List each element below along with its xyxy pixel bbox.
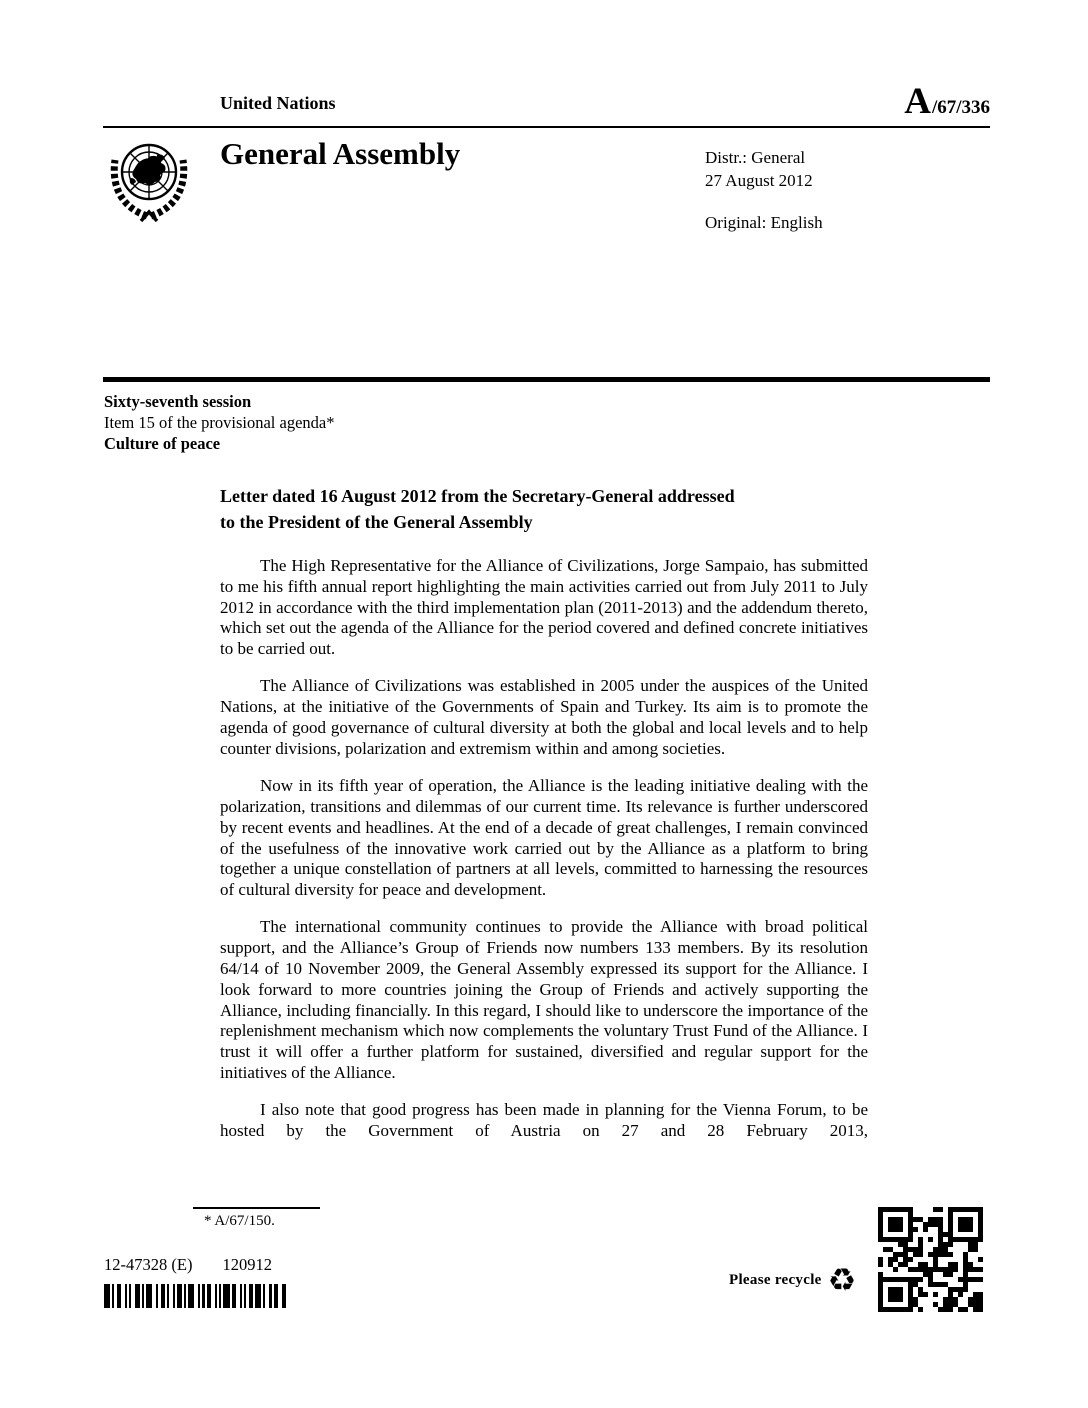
job-number-right: 120912 [222, 1255, 272, 1274]
recycle-icon: ♻ [827, 1261, 857, 1299]
job-number [104, 1255, 272, 1275]
letter-title-line1: Letter dated 16 August 2012 from the Secretary-General addressed [220, 486, 735, 506]
original-language-line: Original: English [705, 213, 823, 232]
doc-symbol-number: /67/336 [931, 97, 990, 118]
barcode-icon [104, 1284, 288, 1308]
separator-rule-thick [103, 377, 990, 382]
doc-symbol-letter: A [904, 81, 932, 122]
letter-title [220, 483, 868, 535]
assembly-title: General Assembly [220, 136, 461, 171]
paragraph: The Alliance of Civilizations was established in 2005 under the auspices of the United Nations, at the initiative of the Governments of Spain and Turkey. Its aim is to promote the agenda of good governance of cultural diversity at both the global and local levels and to help counter divisions, polarization and extremism within and among societies. [220, 676, 868, 758]
letter-title-line2: to the President of the General Assembly [220, 512, 533, 532]
letter-body [220, 483, 868, 1158]
agenda-topic-line: Culture of peace [104, 434, 221, 453]
distribution-block [705, 146, 823, 234]
qr-code-icon [878, 1207, 983, 1312]
un-emblem-icon [104, 131, 194, 230]
paragraph: The international community continues to provide the Alliance with broad political support, and the Alliance’s Group of Friends now numbers 133 members. By its resolution 64/14 of 10 November 2009, the General Assembly expressed its support for the Alliance. I look forward to more countries joining the Group of Friends and actively supporting the Alliance, including financially. In this regard, I should like to underscore the importance of the replenishment mechanism which now complements the voluntary Trust Fund of the Alliance. I trust it will offer a further platform for sustained, diversified and regular support for the initiatives of the Alliance. [220, 917, 868, 1083]
org-name: United Nations [220, 93, 336, 113]
footnote: * A/67/150. [204, 1213, 275, 1229]
agenda-item-line: Item 15 of the provisional agenda* [104, 413, 335, 432]
distr-line: Distr.: General [705, 148, 806, 167]
header-rule-thin [103, 126, 990, 128]
doc-symbol [904, 80, 990, 123]
date-line: 27 August 2012 [705, 171, 813, 190]
job-number-left: 12-47328 (E) [104, 1255, 193, 1274]
paragraph: I also note that good progress has been made in planning for the Vienna Forum, to be hosted by the Government of Austria on 27 and 28 February 2013, [220, 1100, 868, 1141]
session-block [104, 391, 334, 454]
please-recycle [729, 1261, 857, 1299]
footnote-rule [193, 1207, 320, 1209]
paragraph: The High Representative for the Alliance of Civilizations, Jorge Sampaio, has submitted to me his fifth annual report highlighting the main activities carried out from July 2011 to July 2012 in accordance with the third implementation plan (2011-2013) and the addendum thereto, which set out the agenda of the Alliance for the period covered and defined concrete initiatives to be carried out. [220, 556, 868, 659]
paragraph: Now in its fifth year of operation, the Alliance is the leading initiative dealing with the polarization, transitions and dilemmas of our current time. Its relevance is further underscored by recent events and headlines. At the end of a decade of great challenges, I remain convinced of the usefulness of the innovative work carried out by the Alliance as a platform to bring together a unique constellation of partners at all levels, committed to harnessing the resources of cultural diversity for peace and development. [220, 776, 868, 900]
session-line: Sixty-seventh session [104, 392, 252, 411]
recycle-label: Please recycle [729, 1271, 822, 1288]
